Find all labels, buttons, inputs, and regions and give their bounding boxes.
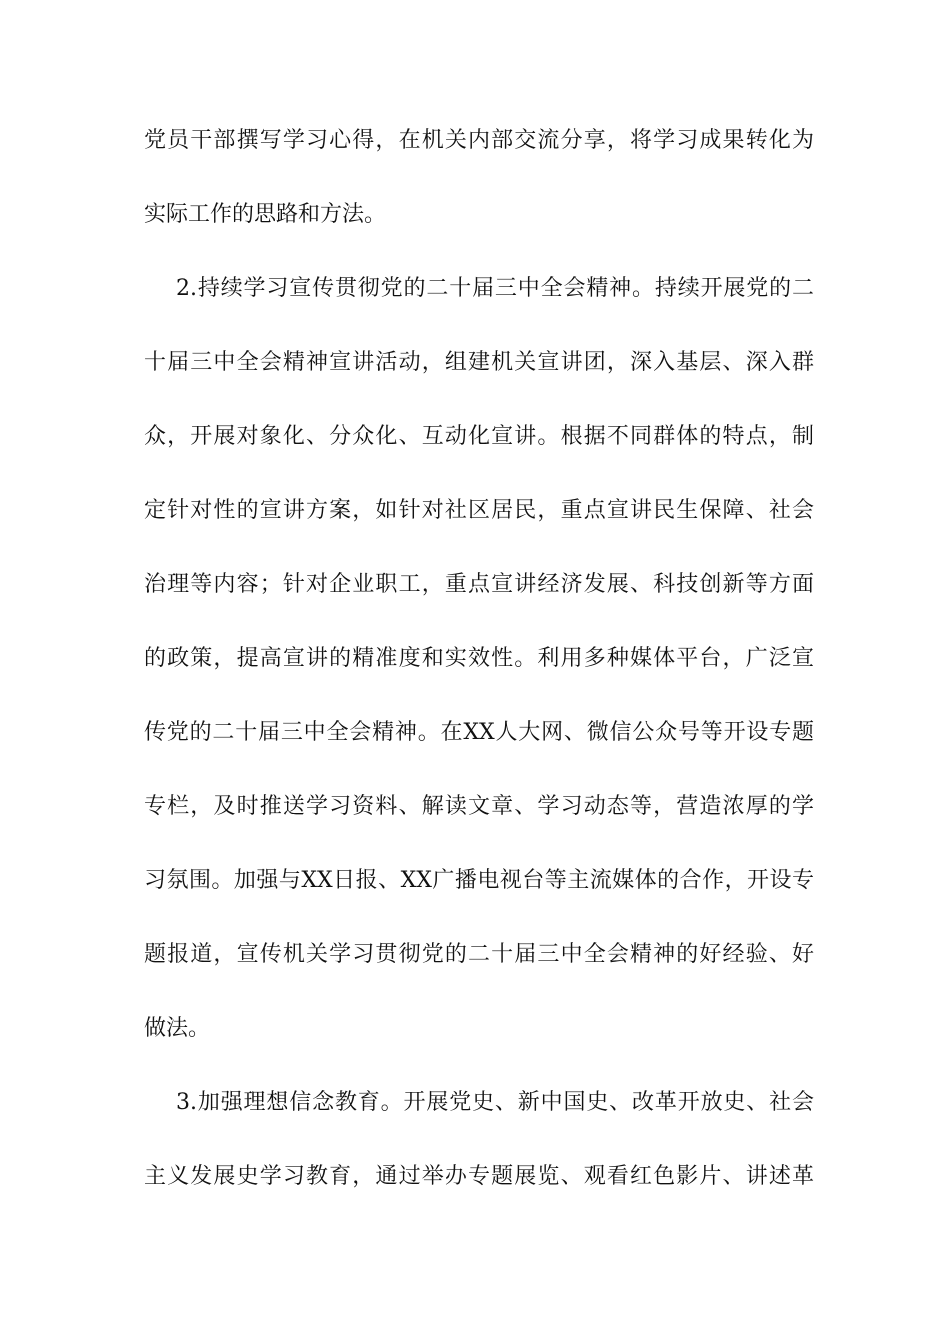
text-line: 主义发展史学习教育，通过举办专题展览、观看红色影片、讲述革 (144, 1164, 814, 1189)
text-line: 实际工作的思路和方法。 (144, 202, 387, 227)
paragraph-heading-2: 2.持续学习宣传贯彻党的二十届三中全会精神。持续开展党的二 (176, 276, 814, 301)
text-line: 专栏，及时推送学习资料、解读文章、学习动态等，营造浓厚的学 (144, 794, 814, 819)
text-line: 做法。 (144, 1016, 211, 1041)
text-line: 题报道，宣传机关学习贯彻党的二十届三中全会精神的好经验、好 (144, 942, 814, 967)
paragraph-heading-3: 3.加强理想信念教育。开展党史、新中国史、改革开放史、社会 (176, 1090, 814, 1115)
text-line: 众，开展对象化、分众化、互动化宣讲。根据不同群体的特点，制 (144, 424, 814, 449)
text-line: 治理等内容；针对企业职工，重点宣讲经济发展、科技创新等方面 (144, 572, 814, 597)
text-line: 传党的二十届三中全会精神。在XX人大网、微信公众号等开设专题 (144, 720, 814, 745)
text-line: 党员干部撰写学习心得，在机关内部交流分享，将学习成果转化为 (144, 128, 814, 153)
text-line: 的政策，提高宣讲的精准度和实效性。利用多种媒体平台，广泛宣 (144, 646, 814, 671)
text-line: 习氛围。加强与XX日报、XX广播电视台等主流媒体的合作，开设专 (144, 868, 814, 893)
text-line: 定针对性的宣讲方案，如针对社区居民，重点宣讲民生保障、社会 (144, 498, 814, 523)
text-line: 十届三中全会精神宣讲活动，组建机关宣讲团，深入基层、深入群 (144, 350, 814, 375)
